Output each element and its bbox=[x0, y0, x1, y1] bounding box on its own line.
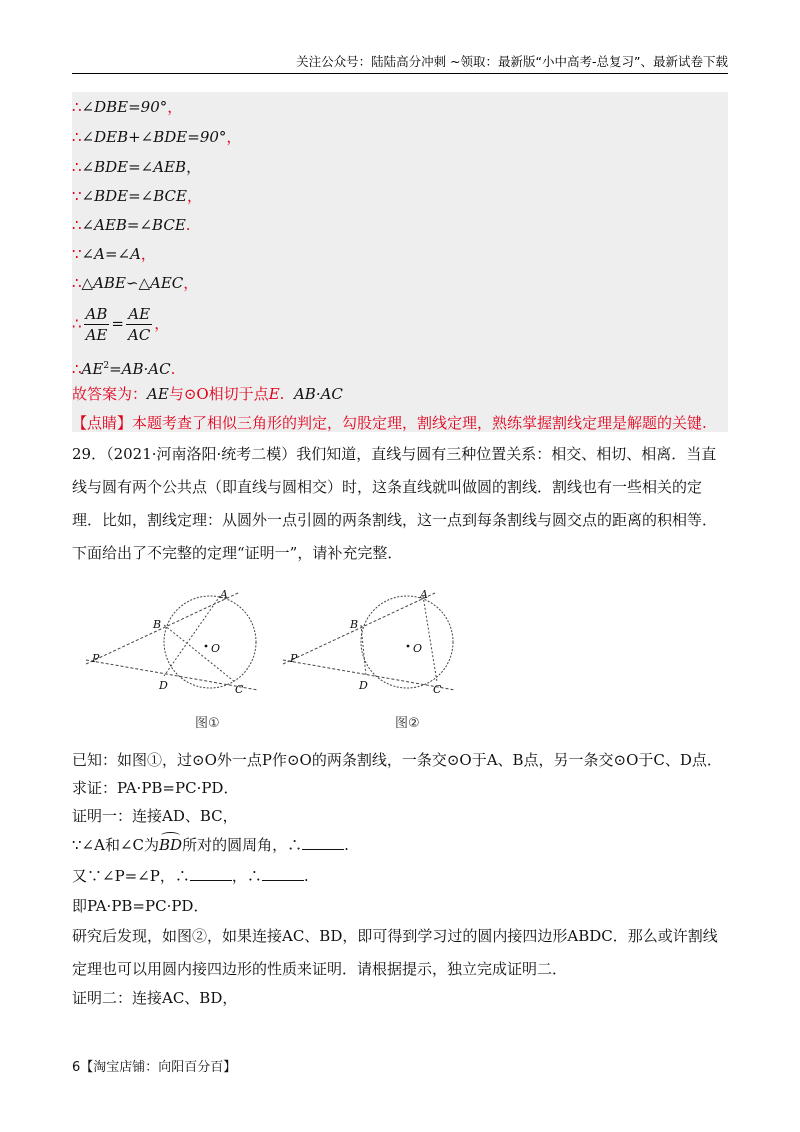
figure-1 bbox=[86, 588, 258, 696]
label-B-2: B bbox=[350, 618, 359, 631]
chord-bd-2 bbox=[361, 625, 366, 676]
secant-pc-1 bbox=[86, 660, 258, 690]
answer-blank-2[interactable] bbox=[190, 866, 232, 881]
proof1-line-3: 又∵∠P=∠P，∴ ，∴ . bbox=[72, 867, 309, 885]
page-footer bbox=[72, 1056, 236, 1075]
figure-2-caption: 图② bbox=[395, 716, 420, 731]
research-paragraph: 研究后发现，如图②，如果连接AC、BD，即可得到学习过的圆内接四边形ABDC．那么或许割线定理也可以用圆内接四边形的性质来证明．请根据提示，独立完成证明二． bbox=[72, 927, 718, 978]
page-header: 关注公众号：陆陆高分冲刺 ~领取：最新版“小中高考-总复习”、最新试卷下载 bbox=[72, 52, 728, 74]
chord-ac-2 bbox=[423, 596, 437, 682]
label-O-1: O bbox=[211, 642, 221, 655]
proof1-line-4: 即PA·PB=PC·PD． bbox=[72, 897, 209, 915]
solution-line-6: ∵∠A=∠A， bbox=[72, 245, 156, 263]
label-D-1: D bbox=[159, 679, 168, 692]
prove-statement: 求证：PA·PB=PC·PD． bbox=[72, 779, 239, 797]
fraction-ae-ac: $\frac{AE}{AC}$ bbox=[127, 305, 151, 344]
solution-line-1: ∴∠DBE=90°， bbox=[72, 98, 183, 116]
label-C-2: C bbox=[433, 683, 442, 696]
center-dot-2 bbox=[407, 645, 410, 648]
chord-ad-1 bbox=[164, 596, 220, 676]
fraction-ab-ae: $\frac{AB}{AE}$ bbox=[85, 305, 108, 344]
solution-fraction-line: ∴ $\frac{AB}{AE}$ = $\frac{AE}{AC}$ ， bbox=[72, 305, 170, 344]
solution-line-4: ∵∠BDE=∠BCE， bbox=[72, 187, 202, 205]
figure-1-caption: 图① bbox=[195, 716, 220, 731]
figure-2 bbox=[283, 588, 455, 696]
chord-bc-1 bbox=[164, 625, 235, 682]
proof1-line-2: ∵∠A和∠C为BD所对的圆周角，∴ . bbox=[72, 836, 349, 854]
answer-blank-1[interactable] bbox=[302, 835, 344, 850]
proof2-line-1: 证明二：连接AC、BD， bbox=[72, 989, 238, 1007]
label-B-1: B bbox=[153, 618, 162, 631]
solution-line-3: ∴∠BDE=∠AEB， bbox=[72, 158, 202, 176]
label-A-2: A bbox=[420, 588, 428, 601]
solution-comment: 【点睛】本题考查了相似三角形的判定，勾股定理，割线定理，熟练掌握割线定理是解题的关键. bbox=[72, 414, 707, 432]
shop-name: 【淘宝店铺：向阳百分百】 bbox=[80, 1060, 237, 1075]
circle-o-2 bbox=[361, 596, 453, 688]
answer-blank-3[interactable] bbox=[262, 866, 304, 881]
problem-intro: 29．（2021·河南洛阳·统考二模）我们知道，直线与圆有三种位置关系：相交、相切、相离．当直线与圆有两个公共点（即直线与圆相交）时，这条直线就叫做圆的割线．割线也有一些相关的定理．比如，割线定理：从圆外一点引圆的两条割线，这一点到每条割线与圆交点的距离的积相等．下面给出了不完整的定理“证明一”，请补充完整． bbox=[72, 445, 718, 562]
label-D-2: D bbox=[359, 679, 368, 692]
solution-line-7: ∴△ABE∽△AEC， bbox=[72, 274, 199, 292]
page-number: 6 bbox=[72, 1060, 81, 1075]
label-P-2: P bbox=[290, 652, 298, 665]
proof1-line-1: 证明一：连接AD、BC， bbox=[72, 807, 238, 825]
label-C-1: C bbox=[235, 683, 244, 696]
figures bbox=[80, 580, 720, 720]
solution-answer: 故答案为：AE与⊙O相切于点E. AB·AC bbox=[72, 385, 343, 403]
center-dot-1 bbox=[205, 645, 208, 648]
secant-pc-2 bbox=[283, 660, 455, 690]
label-A-1: A bbox=[220, 588, 228, 601]
known-statement: 已知：如图①，过⊙O外一点P作⊙O的两条割线，一条交⊙O于A、B点，另一条交⊙O于C、D点． bbox=[72, 751, 722, 769]
label-O-2: O bbox=[413, 642, 423, 655]
solution-line-5: ∴∠AEB=∠BCE. bbox=[72, 216, 191, 234]
label-P-1: P bbox=[92, 652, 100, 665]
arc-bd: BD bbox=[159, 836, 183, 854]
solution-line-2: ∴∠DEB+∠BDE=90°， bbox=[72, 128, 242, 146]
solution-line-9: $\therefore AE^2=AB\cdot AC$. bbox=[72, 360, 176, 378]
